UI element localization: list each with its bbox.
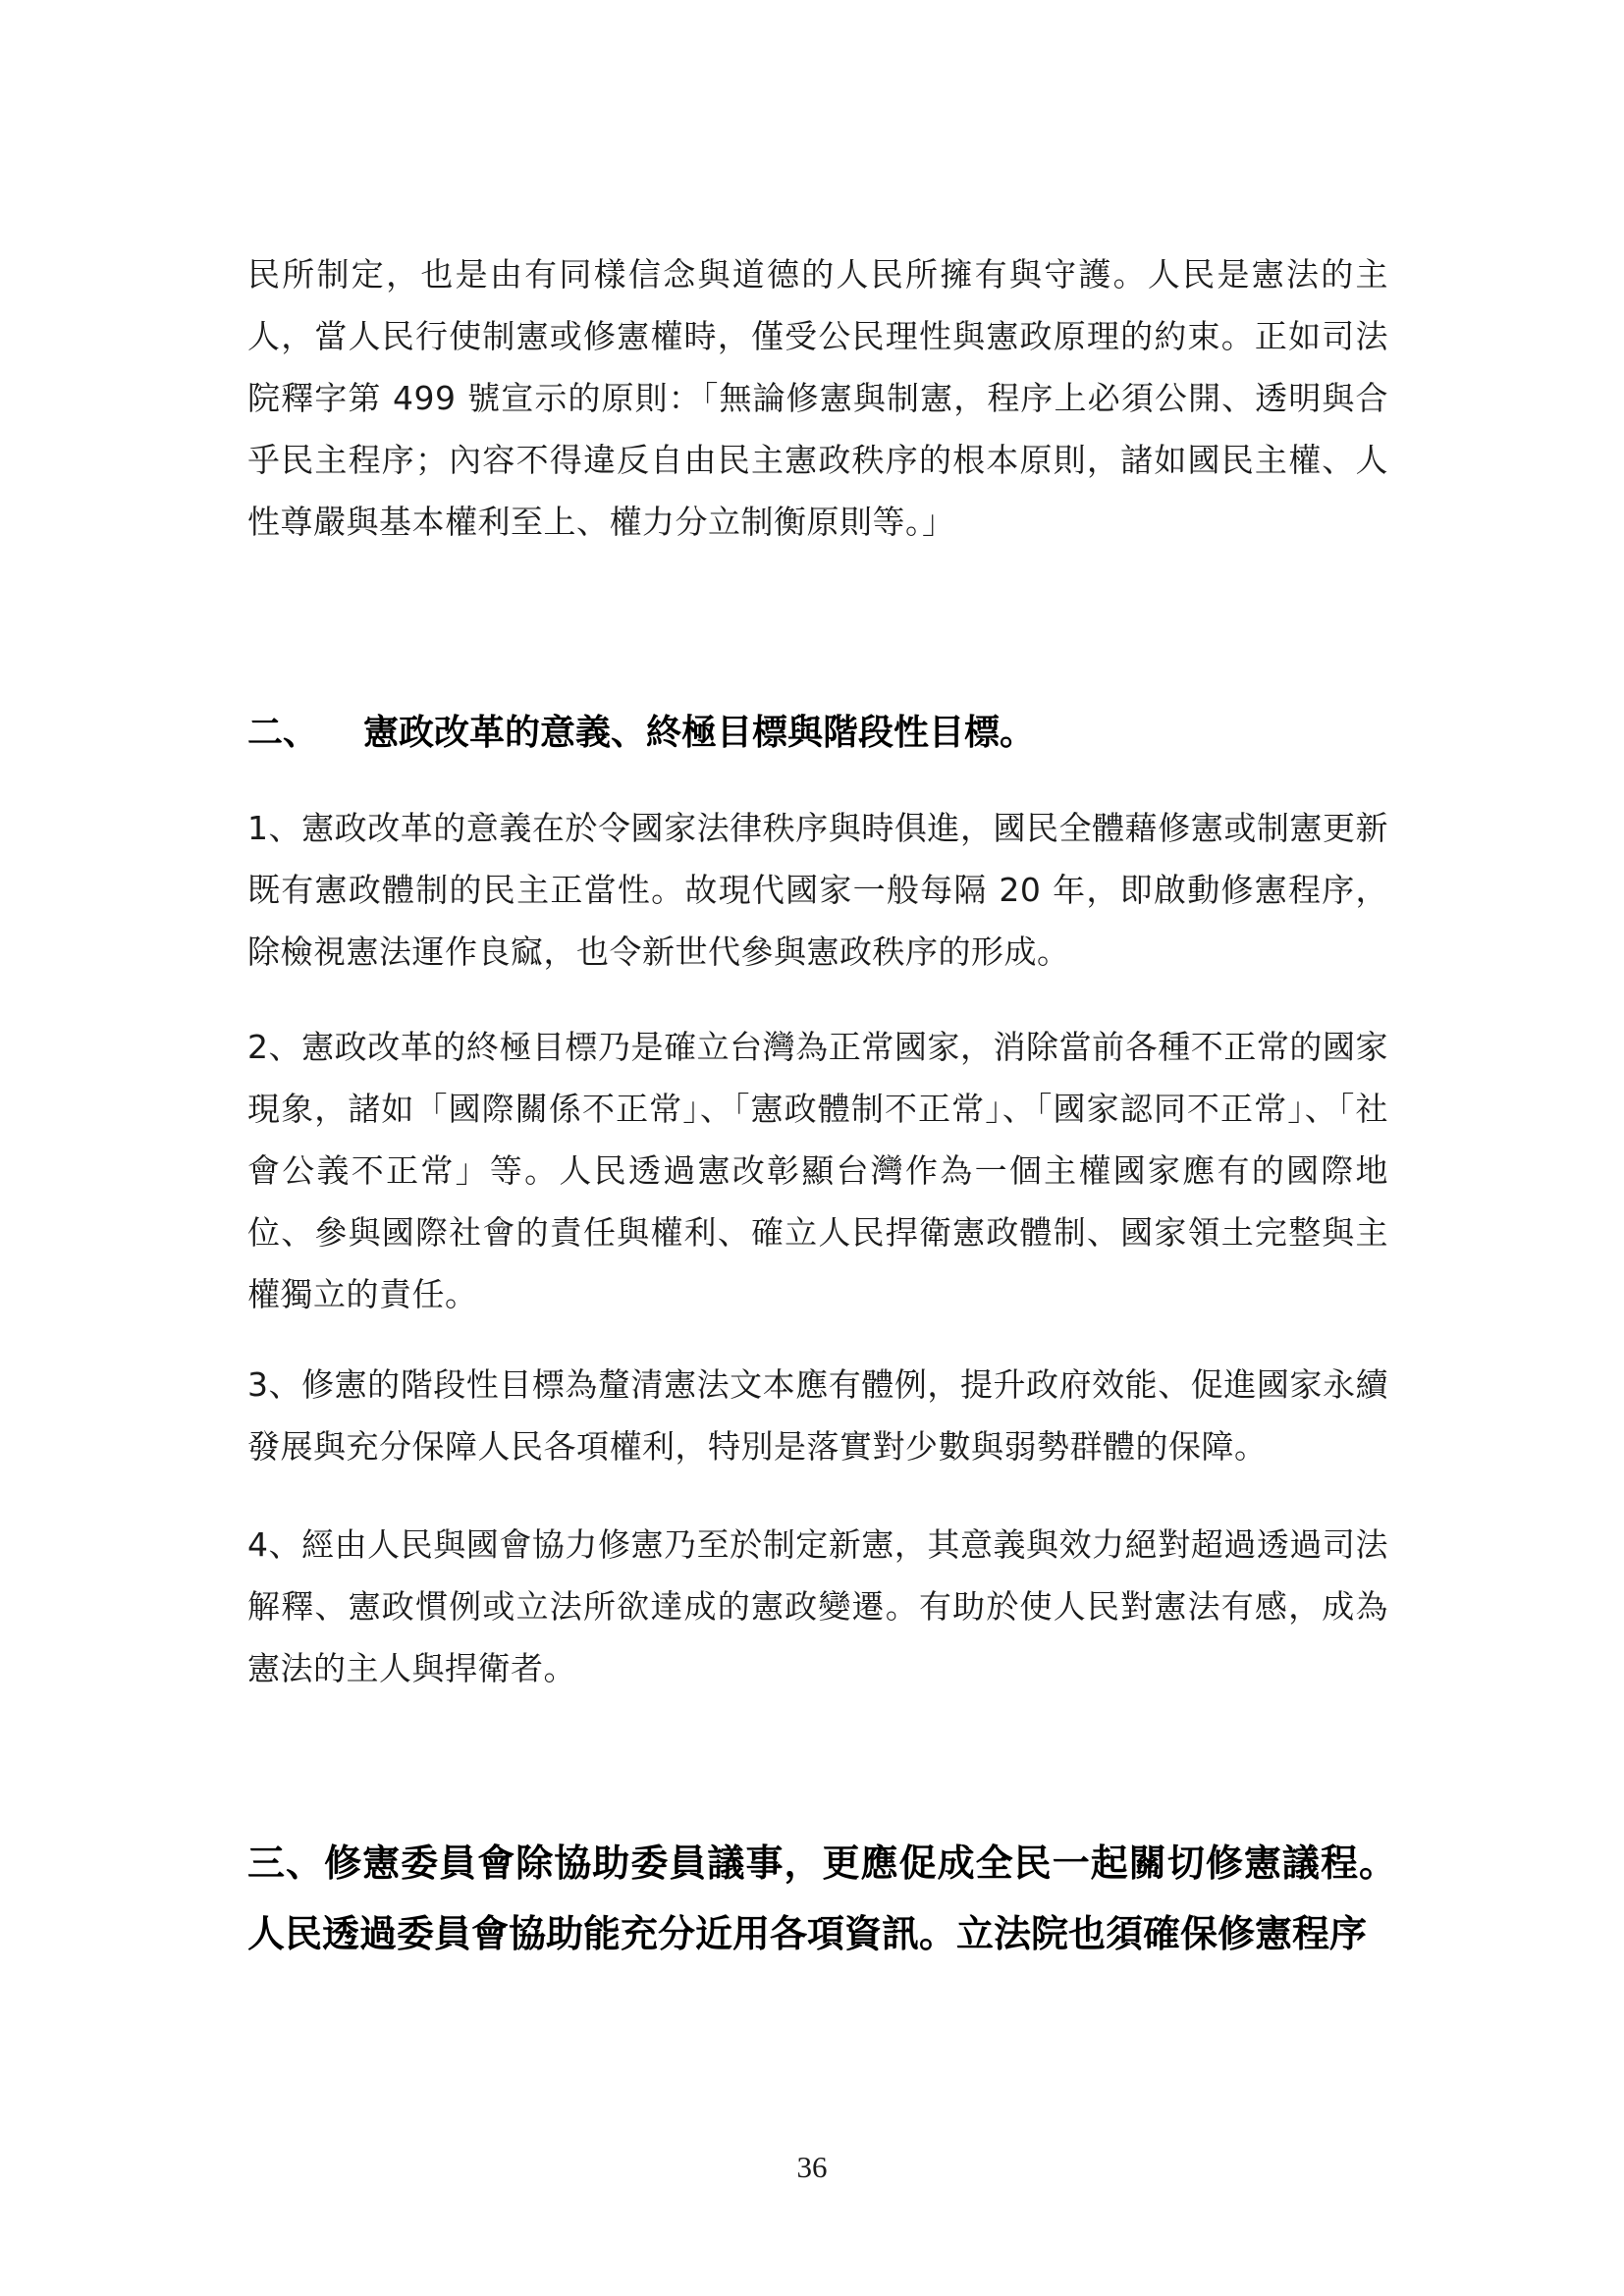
section-2-number: 二、: [247, 712, 319, 753]
section-2-paragraph-4: 4、經由人民與國會協力修憲乃至於制定新憲，其意義與效力絕對超過透過司法解釋、憲政慣例或立法所欲達成的憲政變遷。有助於使人民對憲法有感，成為憲法的主人與捍衛者。: [247, 1525, 1388, 1687]
section-2-paragraph-2: 2、憲政改革的終極目標乃是確立台灣為正常國家，消除當前各種不正常的國家現象，諸如「國際關係不正常」、「憲政體制不正常」、「國家認同不正常」、「社會公義不正常」等。人民透過憲改彰顯台灣作為一個主權國家應有的國際地位、參與國際社會的責任與權利、確立人民捍衛憲政體制、國家領土完整與主權獨立的責任。: [247, 1028, 1388, 1313]
section-2-heading: [247, 705, 1035, 760]
section-2-paragraph-3: 3、修憲的階段性目標為釐清憲法文本應有體例，提升政府效能、促進國家永續發展與充分保障人民各項權利，特別是落實對少數與弱勢群體的保障。: [247, 1365, 1388, 1466]
intro-paragraph: 民所制定，也是由有同樣信念與道德的人民所擁有與守護。人民是憲法的主人，當人民行使制憲或修憲權時，僅受公民理性與憲政原理的約束。正如司法院釋字第 499 號宣示的原則：「無論修憲與制憲，程序上必須公開、透明與合乎民主程序；內容不得違反自由民主憲政秩序的根本原則，諸如國民主權、人性尊嚴與基本權利至上、權力分立制衡原則等。」: [247, 255, 1388, 541]
section-2-title: 憲政改革的意義、終極目標與階段性目標。: [363, 712, 1036, 753]
section-3-heading: 三、修憲委員會除協助委員議事，更應促成全民一起關切修憲議程。人民透過委員會協助能充分近用各項資訊。立法院也須確保修憲程序: [247, 1841, 1396, 1955]
page-number: 36: [796, 2150, 828, 2184]
section-2-paragraph-1: 1、憲政改革的意義在於令國家法律秩序與時俱進，國民全體藉修憲或制憲更新既有憲政體制的民主正當性。故現代國家一般每隔 20 年，即啟動修憲程序，除檢視憲法運作良窳，也令新世代參與憲政秩序的形成。: [247, 809, 1388, 971]
